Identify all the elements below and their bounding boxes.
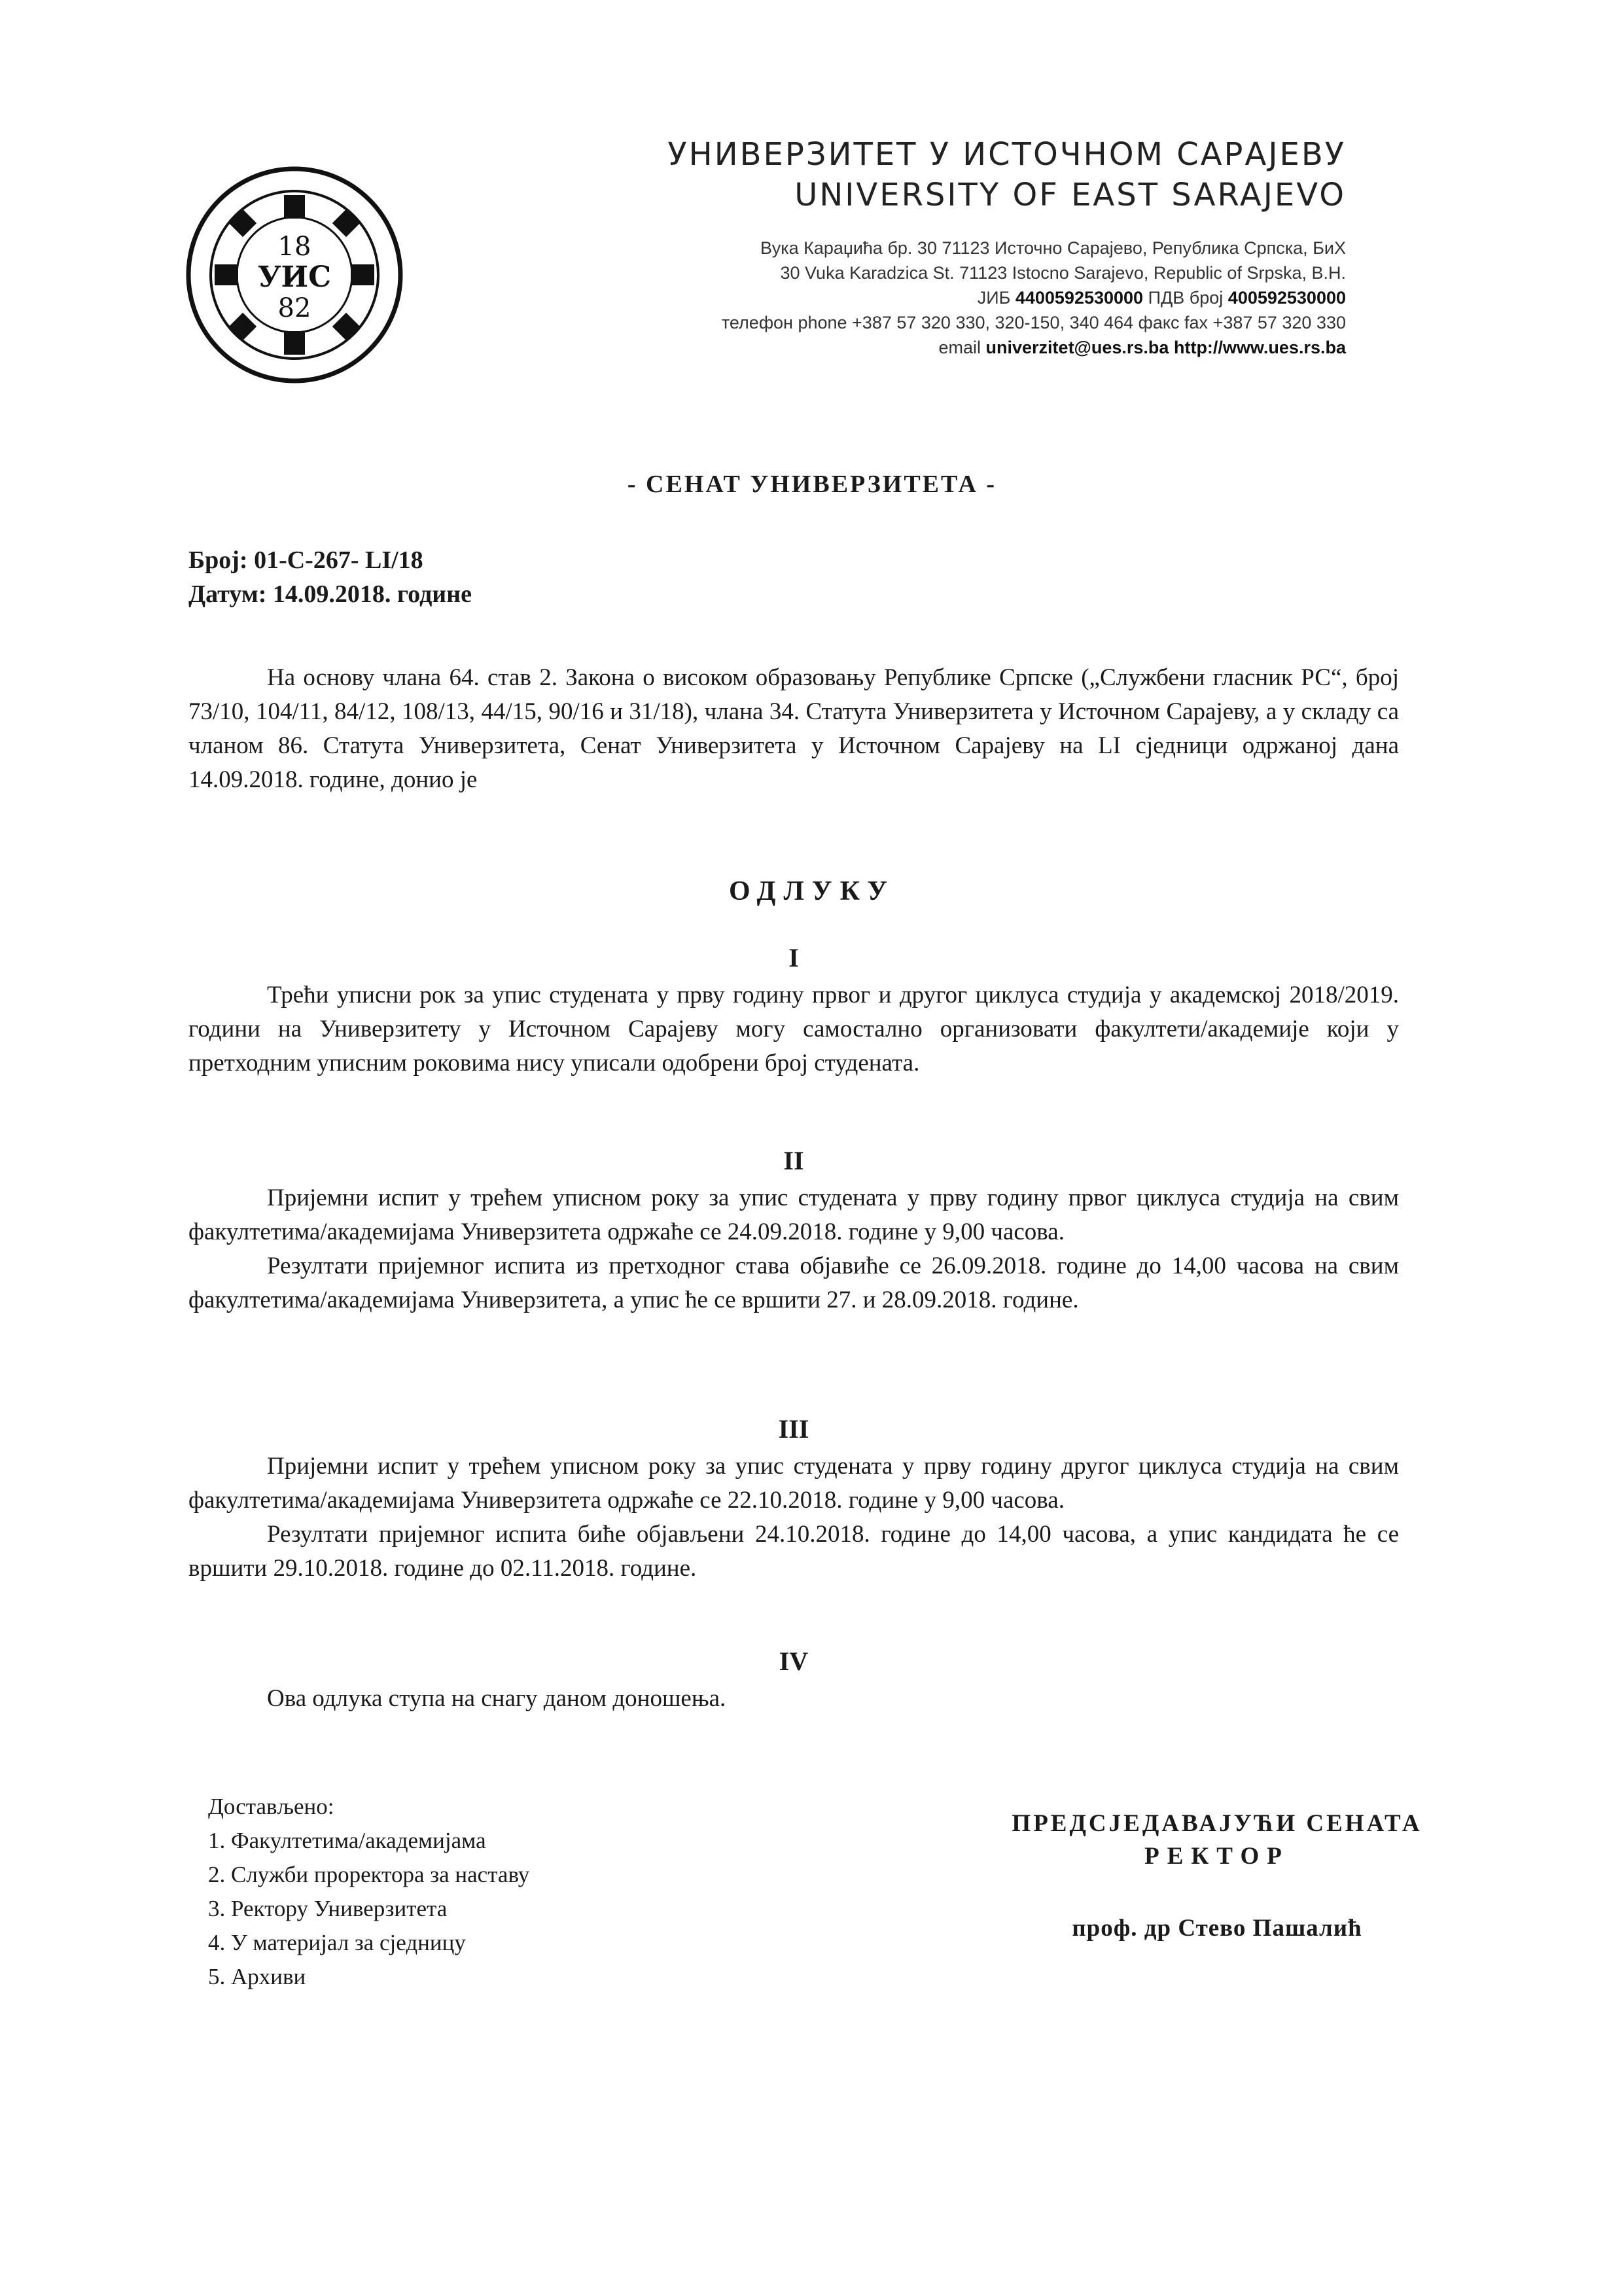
address-cyrillic: Вука Караџића бр. 30 71123 Источно Сарајево, Република Српска, БиХ [760, 238, 1346, 258]
section-1-paragraph: Трећи уписни рок за упис студената у прву годину првог и другог циклуса студија у академској 2018/2019. години на Универзитету у Источном Сарајеву могу самостално организовати факултети/академије који у претходним уписним роковима нису уписали одобрени број студената. [188, 982, 1399, 1076]
email-label: email [938, 338, 981, 357]
section-numeral-1: I [788, 943, 799, 972]
section-3-body [188, 1450, 1399, 1586]
address-latin: 30 Vuka Karadzica St. 71123 Istocno Sarajevo, Republic of Srpska, B.H. [780, 263, 1346, 283]
website-link[interactable]: http://www.ues.rs.ba [1173, 338, 1346, 357]
phone-line: телефон phone +387 57 320 330, 320-150, 340 464 факс fax +387 57 320 330 [721, 313, 1346, 332]
delivery-item: 2. Служби проректора за наставу [208, 1862, 530, 1887]
reference-block [188, 543, 472, 611]
jib-label: ЈИБ [977, 288, 1011, 308]
section-3-paragraph-1: Пријемни испит у трећем уписном року за упис студената у прву годину другог циклуса студија на свим факултетима/академијама Универзитета одржаће се 22.10.2018. године у 9,00 часова. [188, 1453, 1399, 1514]
section-3-paragraph-2: Резултати пријемног испита биће објављени 24.10.2018. године до 14,00 часова, а упис кандидата ће се вршити 29.10.2018. године до 02.11.2018. године. [188, 1521, 1399, 1582]
section-4-body [188, 1682, 1399, 1716]
section-numeral-3: III [778, 1414, 809, 1444]
pdv-value: 400592530000 [1227, 288, 1346, 308]
decision-title: ОДЛУКУ [728, 876, 896, 906]
reference-number: Број: 01-С-267- LI/18 [188, 546, 423, 574]
pdv-label: ПДВ број [1148, 288, 1224, 308]
web-line [722, 335, 1346, 360]
university-name-cyrillic: УНИВЕРЗИТЕТ У ИСТОЧНОМ САРАЈЕВУ [667, 136, 1346, 173]
section-numeral-2: II [783, 1146, 804, 1175]
letterhead-title [667, 134, 1346, 215]
jib-value: 4400592530000 [1015, 288, 1144, 308]
signatory-name: проф. др Стево Пашалић [1072, 1915, 1362, 1942]
intro-text: На основу члана 64. став 2. Закона о високом образовању Републике Српске („Службени гласник РС“, број 73/10, 104/11, 84/12, 108/13, 44/15, 90/16 и 31/18), члана 34. Статута Универзитета у Источном Сарајеву, а у складу са чланом 86. Статута Универзитета, Сенат Универзитета у Источном Сарајеву на LI сједници одржаној дана 14.09.2018. године, донио је [188, 664, 1399, 793]
seal-bottom-text: 82 [277, 293, 311, 323]
seal-middle-text: УИС [257, 260, 332, 294]
senate-title: - СЕНАТ УНИВЕРЗИТЕТА - [627, 471, 997, 498]
delivery-item: 3. Ректору Универзитета [208, 1896, 448, 1921]
email-link[interactable]: univerzitet@ues.rs.ba [985, 338, 1169, 357]
document-date: Датум: 14.09.2018. године [188, 580, 472, 608]
intro-paragraph [188, 661, 1399, 797]
letterhead-contact [722, 236, 1346, 360]
tax-ids [722, 285, 1346, 310]
section-4-paragraph: Ова одлука ступа на снагу даном доношења. [267, 1685, 726, 1712]
university-name-latin: UNIVERSITY OF EAST SARAJEVO [794, 177, 1346, 213]
section-1-body [188, 978, 1399, 1080]
delivery-item: 1. Факултетима/академијама [208, 1828, 486, 1853]
signature-role: РЕКТОР [1144, 1843, 1290, 1870]
delivery-title: Достављено: [208, 1794, 334, 1819]
section-2-body [188, 1181, 1399, 1317]
section-2-paragraph-1: Пријемни испит у трећем уписном року за упис студената у прву годину првог циклуса студија на свим факултетима/академијама Универзитета одржаће се 24.09.2018. године у 9,00 часова. [188, 1184, 1399, 1245]
section-2-paragraph-2: Резултати пријемног испита из претходног става објавиће се 26.09.2018. године до 14,00 часова на свим факултетима/академијама Универзитета, а упис ће се вршити 27. и 28.09.2018. године. [188, 1253, 1399, 1313]
seal-top-text: 18 [277, 232, 311, 262]
delivery-list [208, 1790, 529, 1994]
delivery-item: 4. У материјал за сједницу [208, 1930, 466, 1955]
university-seal [183, 164, 406, 386]
delivery-item: 5. Архиви [208, 1964, 306, 1989]
signature-title: ПРЕДСЈЕДАВАЈУЋИ СЕНАТА [1012, 1810, 1422, 1837]
section-numeral-4: IV [779, 1646, 809, 1676]
